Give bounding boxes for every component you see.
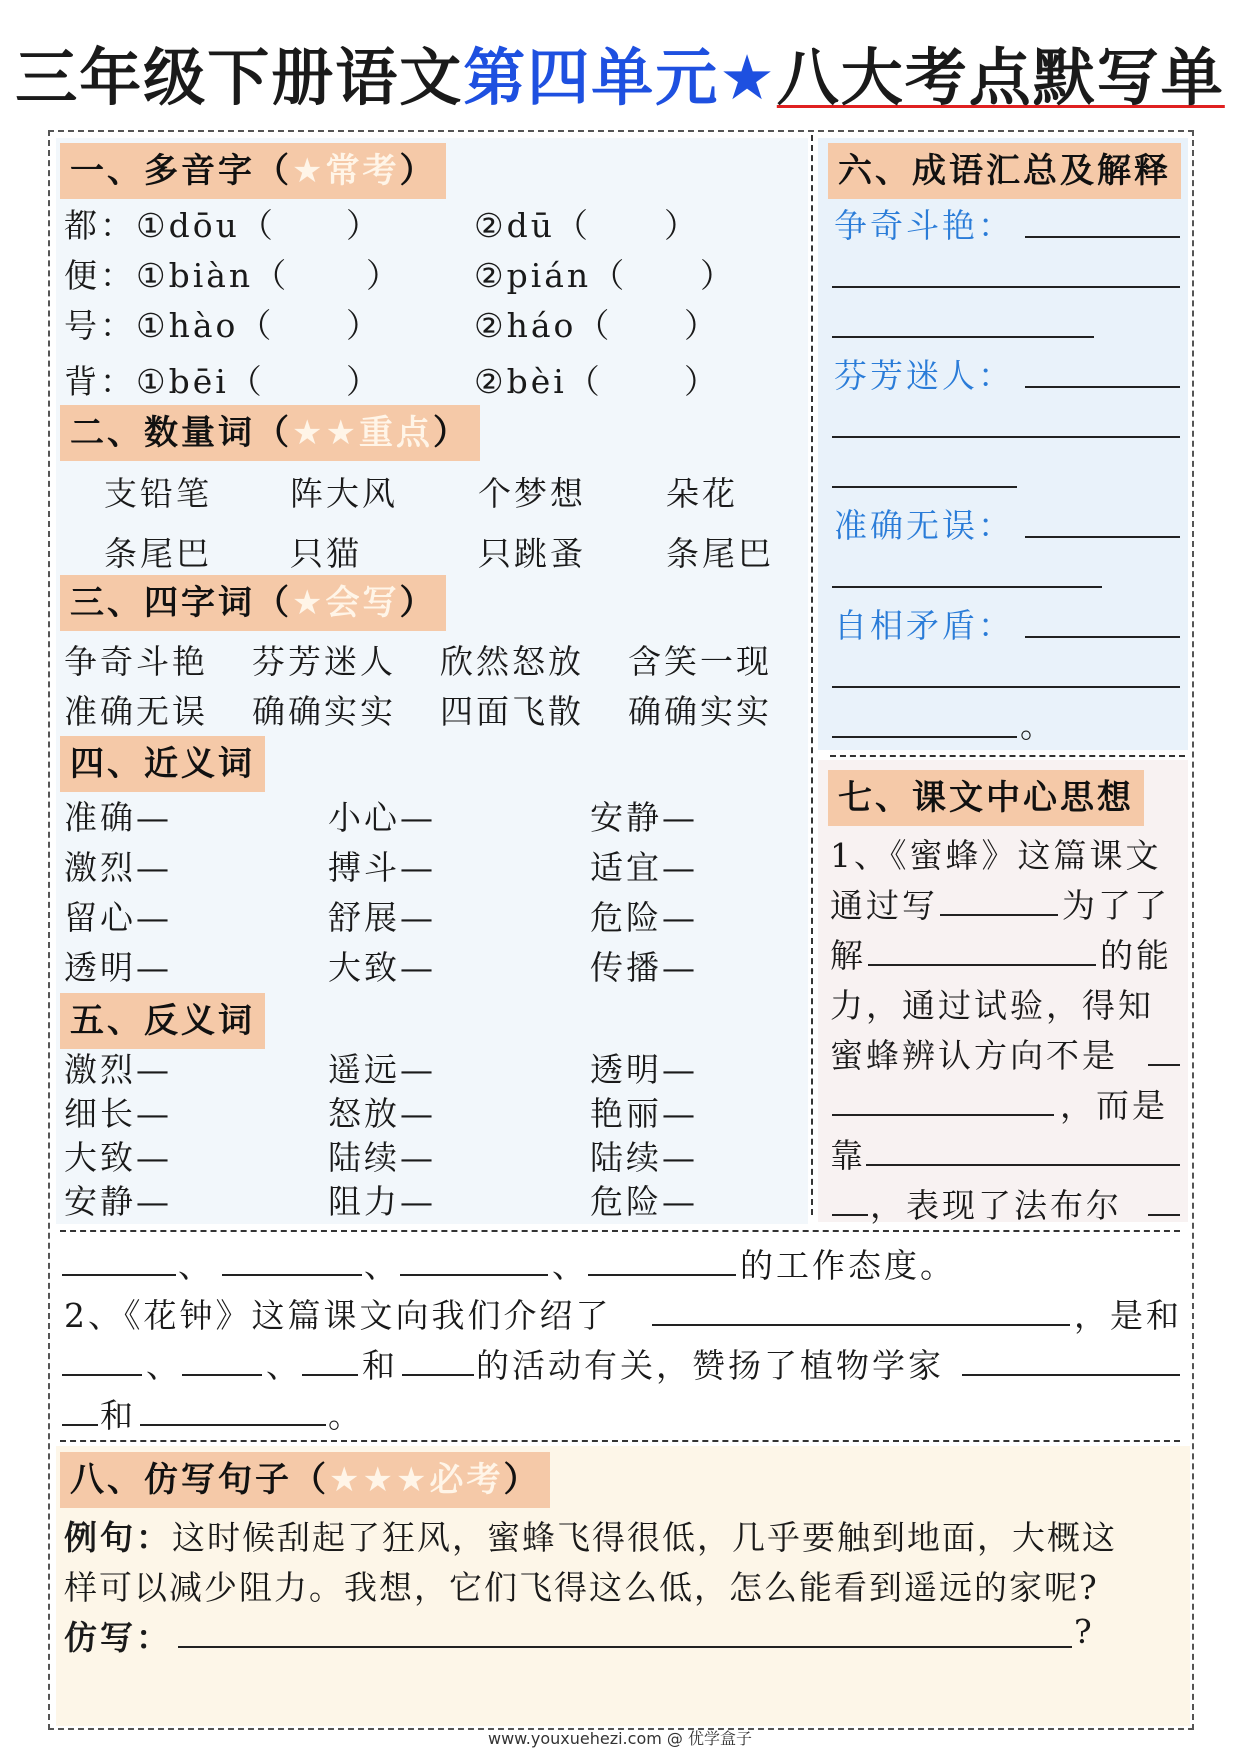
measure-word: 只跳蚤: [478, 534, 586, 573]
answer-blank[interactable]: [832, 1182, 868, 1216]
central-idea-text: ，而是: [1060, 1086, 1168, 1125]
column-divider: [811, 135, 813, 1215]
central-idea-text: 和: [100, 1396, 136, 1435]
antonym-item: 大致—: [64, 1138, 172, 1177]
antonym-item: 阻力—: [328, 1182, 436, 1221]
polyphonic-reading: ①dōu（: [136, 206, 276, 245]
antonym-item: 危险—: [590, 1182, 698, 1221]
antonym-item: 陆续—: [590, 1138, 698, 1177]
heading-close: ）: [399, 583, 437, 623]
antonym-item: 透明—: [590, 1050, 698, 1089]
central-idea-text: 通过写: [830, 886, 938, 925]
synonym-item: 大致—: [328, 948, 436, 987]
answer-blank[interactable]: [832, 454, 1017, 488]
heading-tag: ★★重点: [292, 413, 433, 453]
synonym-item: 搏斗—: [328, 848, 436, 887]
title-part1: 三年级下册语文: [15, 41, 464, 114]
synonym-item: 传播—: [590, 948, 698, 987]
answer-blank[interactable]: [1025, 354, 1180, 388]
polyphonic-char: 背：: [64, 362, 136, 401]
polyphonic-reading: ②dū（: [474, 206, 591, 245]
heading-text: 七、课文中心思想: [838, 778, 1134, 818]
polyphonic-reading: ①bēi（: [136, 362, 265, 401]
central-idea-text: 蜜蜂辨认方向不是: [830, 1036, 1118, 1075]
antonym-item: 细长—: [64, 1094, 172, 1133]
four-char-word: 确确实实: [252, 692, 396, 731]
heading-close: ）: [432, 413, 470, 453]
antonym-item: 激烈—: [64, 1050, 172, 1089]
period: 。: [1020, 706, 1056, 745]
imitation-answer-line[interactable]: [178, 1614, 1072, 1648]
answer-blank[interactable]: [400, 1242, 548, 1276]
section-heading-antonyms: [60, 993, 265, 1049]
comma: 、: [364, 1246, 400, 1285]
central-idea-text: 的能: [1100, 936, 1172, 975]
answer-blank[interactable]: [302, 1342, 358, 1376]
four-char-word: 含笑一现: [628, 642, 772, 681]
measure-word: 条尾巴: [104, 534, 212, 573]
four-char-word: 争奇斗艳: [64, 642, 208, 681]
antonym-item: 艳丽—: [590, 1094, 698, 1133]
answer-blank[interactable]: [402, 1342, 474, 1376]
comma: 、: [266, 1346, 302, 1385]
synonym-item: 安静—: [590, 798, 698, 837]
heading-text: 四、近义词: [70, 744, 255, 784]
synonym-item: 留心—: [64, 898, 172, 937]
polyphonic-reading: ①biàn（: [136, 256, 290, 295]
synonym-item: 舒展—: [328, 898, 436, 937]
answer-blank[interactable]: [832, 304, 1094, 338]
measure-word: 朵花: [666, 474, 738, 513]
answer-blank[interactable]: [182, 1342, 262, 1376]
heading-tag: ★常考: [292, 151, 400, 191]
four-char-word: 准确无误: [64, 692, 208, 731]
example-sentence: 样可以减少阻力。我想，它们飞得这么低，怎么能看到遥远的家呢?: [64, 1568, 1099, 1607]
synonym-item: 激烈—: [64, 848, 172, 887]
answer-blank[interactable]: [868, 932, 1096, 966]
central-idea-text: 和: [362, 1346, 398, 1385]
answer-blank[interactable]: [832, 704, 1017, 738]
answer-blank[interactable]: [962, 1342, 1180, 1376]
answer-blank[interactable]: [1025, 604, 1180, 638]
comma: 、: [178, 1246, 214, 1285]
answer-blank[interactable]: [1025, 204, 1180, 238]
section-divider-1: [60, 1230, 1180, 1232]
central-idea-text: ，是和: [1074, 1296, 1182, 1335]
synonym-item: 透明—: [64, 948, 172, 987]
paren-close: ）: [346, 306, 382, 345]
page-title: [0, 28, 1240, 117]
answer-blank[interactable]: [832, 654, 1180, 688]
answer-blank[interactable]: [652, 1292, 1070, 1326]
central-idea-text: 力，通过试验，得知: [830, 986, 1154, 1025]
four-char-word: 确确实实: [628, 692, 772, 731]
four-char-word: 四面飞散: [440, 692, 584, 731]
section-heading-measure-words: [60, 405, 480, 461]
answer-blank[interactable]: [1148, 1032, 1180, 1066]
answer-blank[interactable]: [832, 1082, 1054, 1116]
polyphonic-char: 都：: [64, 206, 136, 245]
idiom-term: 自相矛盾：: [834, 606, 1014, 645]
example-label: 例句：: [64, 1518, 172, 1557]
section-heading-central-idea: [828, 770, 1144, 826]
title-unit: 第四单元★: [463, 41, 777, 114]
answer-blank[interactable]: [832, 254, 1180, 288]
polyphonic-char: 号：: [64, 306, 136, 345]
answer-blank[interactable]: [940, 882, 1058, 916]
section-heading-polyphonic: [60, 143, 446, 199]
paren-close: ）: [346, 362, 382, 401]
central-idea-text: 2、《花钟》这篇课文向我们介绍了: [64, 1296, 612, 1335]
heading-text: 五、反义词: [70, 1001, 255, 1041]
footer-watermark: www.youxuehezi.com @ 优学盒子: [488, 1729, 752, 1748]
answer-blank[interactable]: [222, 1242, 362, 1276]
polyphonic-reading: ①hào（: [136, 306, 275, 345]
measure-word: 只猫: [290, 534, 362, 573]
synonym-item: 准确—: [64, 798, 172, 837]
central-idea-text: ，表现了法布尔: [870, 1186, 1122, 1225]
central-idea-text: 1、《蜜蜂》这篇课文: [830, 836, 1162, 875]
section-heading-idioms: [828, 143, 1181, 199]
answer-blank[interactable]: [588, 1242, 736, 1276]
paren-close: ）: [700, 256, 736, 295]
four-char-word: 芬芳迷人: [252, 642, 396, 681]
section-heading-synonyms: [60, 736, 265, 792]
idiom-term: 争奇斗艳：: [834, 206, 1014, 245]
comma: 、: [552, 1246, 588, 1285]
central-idea-text: 。: [328, 1396, 364, 1435]
synonym-item: 小心—: [328, 798, 436, 837]
antonym-item: 遥远—: [328, 1050, 436, 1089]
polyphonic-reading: ②bèi（: [474, 362, 603, 401]
heading-close: ）: [399, 151, 437, 191]
paren-close: ）: [664, 206, 700, 245]
heading-text: 六、成语汇总及解释: [838, 151, 1171, 191]
answer-blank[interactable]: [1025, 504, 1180, 538]
paren-close: ）: [684, 306, 720, 345]
answer-blank[interactable]: [62, 1342, 142, 1376]
paren-close: ）: [346, 206, 382, 245]
polyphonic-char: 便：: [64, 256, 136, 295]
heading-tag: ★会写: [292, 583, 400, 623]
measure-word: 支铅笔: [104, 474, 212, 513]
title-part3: 八大考点默写单: [776, 41, 1225, 114]
synonym-item: 危险—: [590, 898, 698, 937]
imitate-label: 仿写：: [64, 1618, 172, 1657]
measure-word: 个梦想: [478, 474, 586, 513]
heading-text: 八、仿写句子（: [70, 1460, 329, 1500]
idiom-term: 准确无误：: [834, 506, 1014, 545]
heading-close: ）: [503, 1460, 541, 1500]
four-char-word: 欣然怒放: [440, 642, 584, 681]
comma: 、: [146, 1346, 182, 1385]
heading-text: 三、四字词（: [70, 583, 292, 623]
central-idea-text: 的活动有关，赞扬了植物学家: [476, 1346, 944, 1385]
polyphonic-reading: ②háo（: [474, 306, 613, 345]
answer-blank[interactable]: [866, 1132, 1180, 1166]
answer-blank[interactable]: [832, 404, 1180, 438]
antonym-item: 安静—: [64, 1182, 172, 1221]
central-idea-text: 靠: [830, 1136, 866, 1175]
answer-blank[interactable]: [62, 1392, 98, 1426]
answer-blank[interactable]: [62, 1242, 176, 1276]
example-sentence: 这时候刮起了狂风，蜜蜂飞得很低，几乎要触到地面，大概这: [172, 1518, 1117, 1557]
central-idea-text: 为了了: [1062, 886, 1170, 925]
central-idea-text: 的工作态度。: [740, 1246, 956, 1285]
measure-word: 条尾巴: [666, 534, 774, 573]
heading-text: 一、多音字（: [70, 151, 292, 191]
heading-text: 二、数量词（: [70, 413, 292, 453]
section-divider-2: [60, 1440, 1180, 1442]
section-heading-imitation: [60, 1452, 550, 1508]
answer-blank[interactable]: [140, 1392, 326, 1426]
paren-close: ）: [684, 362, 720, 401]
heading-tag: ★★★必考: [329, 1460, 504, 1500]
antonym-item: 怒放—: [328, 1094, 436, 1133]
answer-blank[interactable]: [1148, 1182, 1180, 1216]
section-heading-four-char-words: [60, 575, 446, 631]
question-mark: ?: [1074, 1612, 1095, 1651]
paren-close: ）: [366, 256, 402, 295]
measure-word: 阵大风: [290, 474, 398, 513]
answer-blank[interactable]: [832, 554, 1102, 588]
polyphonic-reading: ②pián（: [474, 256, 628, 295]
central-idea-text: 解: [830, 936, 866, 975]
idiom-term: 芬芳迷人：: [834, 356, 1014, 395]
antonym-item: 陆续—: [328, 1138, 436, 1177]
section-divider-3: [830, 755, 1185, 757]
synonym-item: 适宜—: [590, 848, 698, 887]
